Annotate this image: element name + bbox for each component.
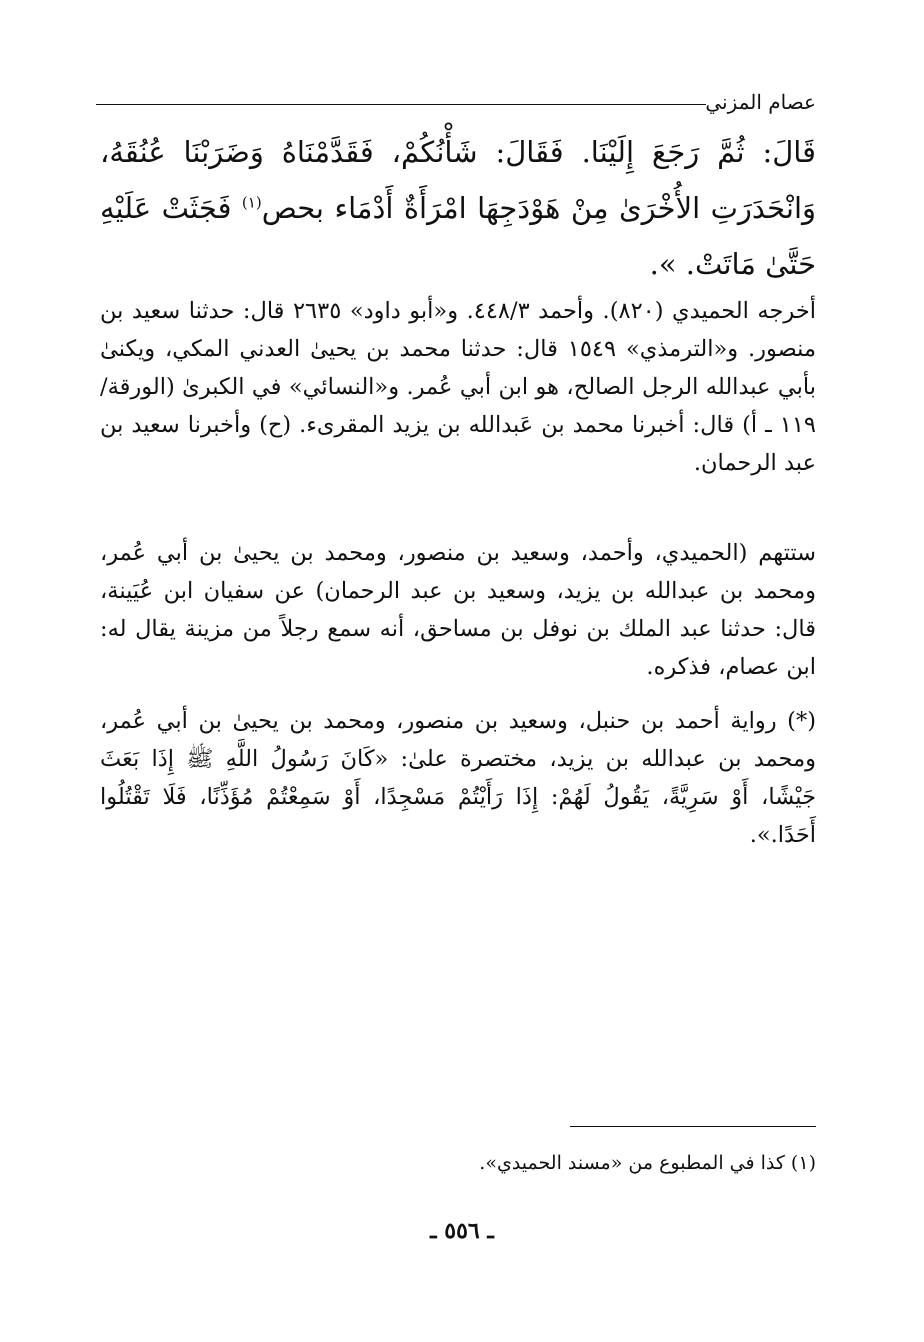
header-rule: [96, 104, 706, 105]
footnote: [100, 1148, 816, 1178]
page-number: ـ ٥٥٦ ـ: [430, 1218, 494, 1244]
footnote-text: (١) كذا في المطبوع من «مسند الحميدي».: [479, 1152, 816, 1174]
sittatuhum-text: ستتهم (الحميدي، وأحمد، وسعيد بن منصور، ومحمد بن يحيىٰ بن أبي عُمر، ومحمد بن عبدالله بن يزيد، وسعيد بن عبد الرحمان) عن سفيان ابن عُيَينة، قال: حدثنا عبد الملك بن نوفل بن مساحق، أنه سمع رجلاً من مزينة يقال له: ابن عصام، فذكره.: [100, 540, 816, 680]
takhrij-text: أخرجه الحميدي (٨٢٠). وأحمد ٤٤٨/٣. و«أبو داود» ٢٦٣٥ قال: حدثنا سعيد بن منصور. و«الترمذي» ١٥٤٩ قال: حدثنا محمد بن يحيىٰ العدني المكي، ويكنىٰ بأبي عبدالله الرجل الصالح، هو ابن أبي عُمر. و«النسائي» في الكبرىٰ (الورقة/ ١١٩ ـ أ) قال: أخبرنا محمد بن عَبدالله بن يزيد المقرىء. (ح) وأخبرنا سعيد بن عبد الرحمان.: [100, 298, 817, 476]
hadith-text-end: فَجَثَتْ عَلَيْهِ حَتَّىٰ مَاتَتْ. ».: [100, 191, 816, 281]
running-header: [96, 88, 816, 118]
riwaya-paragraph: [100, 702, 816, 854]
hadith-text: [100, 124, 816, 292]
takhrij-paragraph: [100, 292, 816, 482]
running-title: عصام المزني: [697, 88, 816, 116]
footnote-rule: [570, 1126, 816, 1127]
sittatuhum-paragraph: [100, 534, 816, 686]
footnote-reference: (١): [241, 193, 262, 212]
riwaya-text: (*) رواية أحمد بن حنبل، وسعيد بن منصور، ومحمد بن يحيىٰ بن أبي عُمر، ومحمد بن عبدالله بن يزيد، مختصرة علىٰ: «كَانَ رَسُولُ اللَّهِ ﷺ إِذَا بَعَثَ جَيْشًا، أَوْ سَرِيَّةً، يَقُولُ لَهُمْ: إِذَا رَأَيْتُمْ مَسْجِدًا، أَوْ سَمِعْتُمْ مُؤَذِّنًا، فَلَا تَقْتُلُوا أَحَدًا.».: [100, 708, 816, 848]
hadith-text-main: قَالَ: ثُمَّ رَجَعَ إِلَيْنَا. فَقَالَ: شَأْنُكُمْ، فَقَدَّمْنَاهُ وَضَرَبْنَا عُنُقَهُ، وَانْحَدَرَتِ الأُخْرَىٰ مِنْ هَوْدَجِهَا امْرَأَةٌ أَدْمَاء بحص: [100, 135, 817, 225]
